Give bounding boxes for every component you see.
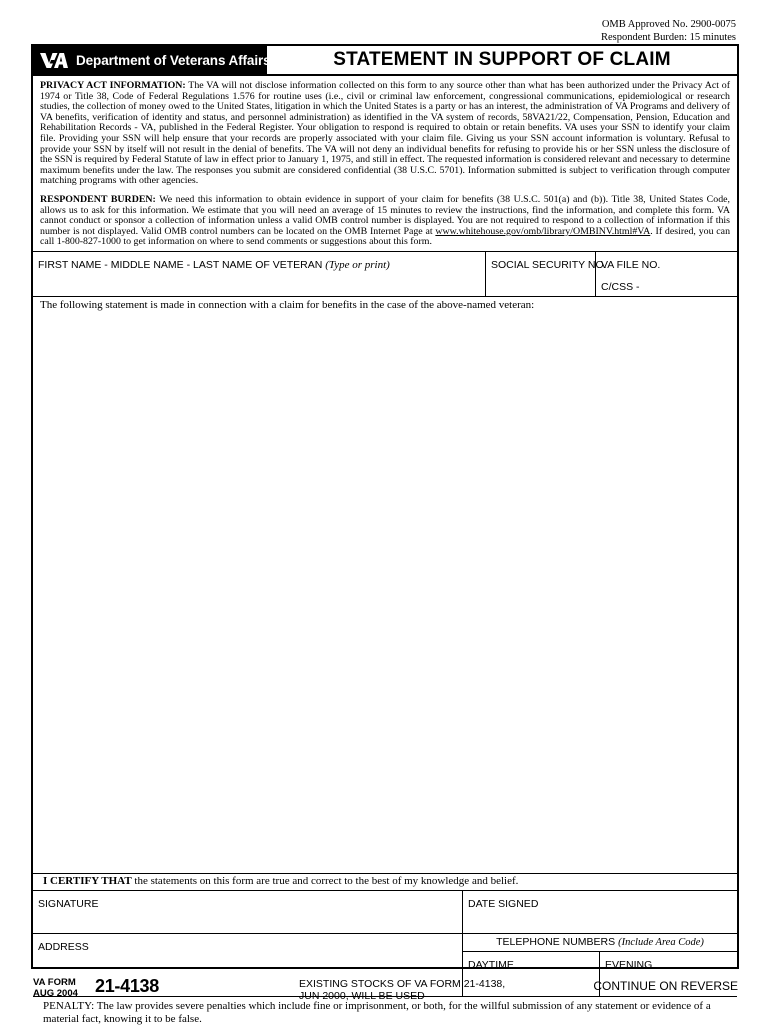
certify-bold-text: I CERTIFY THAT: [43, 874, 132, 887]
privacy-act-heading: PRIVACY ACT INFORMATION:: [40, 80, 186, 91]
certify-rest-text: the statements on this form are true and correct to the best of my knowledge and belief.: [131, 874, 519, 887]
veteran-name-field[interactable]: [33, 252, 486, 296]
va-file-prefix: C/CSS -: [601, 280, 640, 293]
telephone-header: [463, 934, 737, 952]
form-footer: [31, 975, 739, 1009]
va-form-date: AUG 2004: [33, 988, 78, 999]
continue-on-reverse-note: CONTINUE ON REVERSE: [593, 979, 738, 993]
address-label: ADDRESS: [38, 940, 89, 953]
va-file-number-field[interactable]: [596, 252, 737, 296]
signature-field[interactable]: [33, 891, 463, 933]
penalty-notice: PENALTY: The law provides severe penalties which include fine or imprisonment, or both, for the willful submission of any statement or evidence of a material fact, knowing it to be false.: [43, 999, 711, 1025]
existing-stocks-note: [299, 978, 505, 1002]
veteran-name-hint: (Type or print): [325, 258, 390, 271]
va-monogram-icon: [39, 50, 69, 70]
telephone-hint: (Include Area Code): [618, 936, 704, 948]
certification-statement: [33, 874, 737, 891]
date-signed-label: DATE SIGNED: [468, 897, 539, 910]
respondent-burden-body-second: . If desired, you can call 1-800-827-1000 to get information on where to send comments or suggestions about this form.: [40, 225, 731, 248]
va-form-label: VA FORM: [33, 977, 76, 988]
privacy-act-paragraph: [40, 81, 730, 187]
respondent-burden-body-first: We need this information to obtain evidence in support of your claim for benefits (38 U.S.C. 501(a) and (b)). Title 38, United States Code, allows us to ask for this information. We estimate that you will need an average of 15 minutes to review the instructions, find the information, and complete this form. VA cannot conduct or sponsor a collection of information unless a valid OMB control number is displayed. You are not required to respond to a collection of information if this number is not displayed. Valid OMB control numbers can be located on the OMB Internet Page at: [40, 193, 730, 237]
omb-header: [601, 18, 736, 44]
veteran-name-label: [38, 259, 390, 271]
date-signed-field[interactable]: [463, 891, 737, 933]
agency-name: Department of Veterans Affairs: [76, 52, 271, 68]
respondent-burden-paragraph: [40, 195, 730, 248]
daytime-label: DAYTIME: [468, 958, 514, 971]
telephone-label: TELEPHONE NUMBERS: [496, 936, 616, 949]
privacy-act-body: The VA will not disclose information collected on this form to any source other than what has been authorized under the Privacy Act of 1974 or Title 38, Code of Federal Regulations 1.576 for routine uses (i.e., civil or criminal law enforcement, congressional communications, epidemiological or research studies, the collection of money owed to the United States, litigation in which the United States is a party or has an interest, the administration of VA Programs and delivery of VA benefits, verification of identity and status, and personnel administration) as identified in the VA system of records, 58VA21/22, Compensation, Pension, Education and Rehabilitation Records - VA, published in the Federal Register. Your obligation to respond is required to obtain or retain benefits. VA uses your SSN to identify your claim file. Providing your SSN will help ensure that your records are properly associated with your claim file. Giving us your SSN account information is voluntary. Refusal to provide your SSN by itself will not result in the denial of benefits. The VA will not deny an individual benefits for refusing to provide his or her SSN unless the disclosure of the SSN is required by Federal Statute of law in effect prior to January 1, 1975, and still in effect. The requested information is considered relevant and necessary to determine maximum benefits under the law. The responses you submit are considered confidential (38 U.S.C. 5701). Information submitted is subject to verification through computer matching programs with other agencies.: [40, 80, 730, 187]
veteran-name-label-text: FIRST NAME - MIDDLE NAME - LAST NAME OF VETERAN: [38, 258, 323, 271]
omb-approved-number: OMB Approved No. 2900-0075: [601, 19, 736, 30]
ssn-field[interactable]: [486, 252, 607, 296]
omb-internet-page-link[interactable]: www.whitehouse.gov/omb/library/OMBINV.html#VA: [435, 225, 651, 237]
existing-stocks-line-1: EXISTING STOCKS OF VA FORM 21-4138,: [299, 978, 506, 990]
ssn-label: SOCIAL SECURITY NO.: [491, 258, 607, 271]
va-file-label: VA FILE NO.: [601, 258, 661, 271]
evening-label: EVENING: [605, 958, 653, 971]
respondent-burden-note: Respondent Burden: 15 minutes: [600, 32, 736, 43]
identity-row: [33, 252, 737, 297]
va-form-date-block: [33, 977, 78, 999]
legal-notices: [33, 76, 737, 252]
form-title-bar: [33, 46, 737, 76]
va-brand-block: [33, 46, 271, 74]
existing-stocks-line-2: JUN 2000, WILL BE USED: [299, 990, 425, 1002]
statement-intro: The following statement is made in connection with a claim for benefits in the case of the above-named veteran:: [40, 298, 535, 311]
signature-label: SIGNATURE: [38, 897, 99, 910]
form-number: 21-4138: [95, 976, 159, 996]
page-title: STATEMENT IN SUPPORT OF CLAIM: [333, 49, 671, 70]
statement-entry-area[interactable]: [33, 315, 737, 874]
respondent-burden-heading: RESPONDENT BURDEN:: [40, 193, 156, 205]
signature-row: [33, 891, 737, 934]
